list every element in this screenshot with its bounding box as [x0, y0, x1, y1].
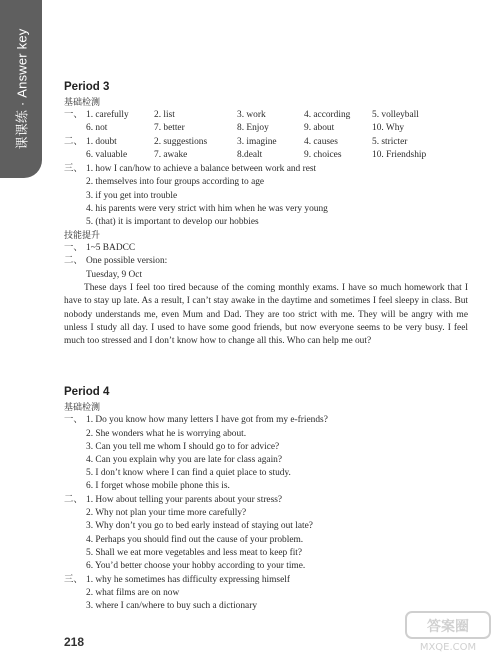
section-marker: 三、	[64, 575, 83, 585]
answer-line: 3. Why don’t you go to bed early instead of staying out late?	[86, 521, 313, 531]
answer-item: 2. suggestions	[154, 137, 208, 147]
answer-line: 5. (that) it is important to develop our hobbies	[86, 217, 259, 227]
section-marker: 二、	[64, 495, 83, 505]
period-4-title: Period 4	[64, 386, 110, 398]
answer-item: 7. better	[154, 123, 185, 133]
answer-line: 2. Why not plan your time more carefully?	[86, 508, 247, 518]
answer-line: 1. how I can/how to achieve a balance between work and rest	[86, 164, 317, 174]
answer-line: 3. Can you tell me whom I should go to for advice?	[86, 442, 280, 452]
answer-line: 4. Perhaps you should find out the cause of your problem.	[86, 535, 304, 545]
section-marker: 三、	[64, 164, 83, 174]
answer-item: 5. stricter	[372, 137, 408, 147]
watermark-text: MXQE.COM	[419, 642, 477, 653]
answer-line: 1. Do you know how many letters I have got from my e-friends?	[86, 415, 328, 425]
answer-line: 2. what films are on now	[86, 588, 180, 598]
section-marker: 一、	[64, 110, 83, 120]
answer-line: 3. where I can/where to buy such a dictionary	[86, 601, 258, 611]
answer-item: 7. awake	[154, 150, 188, 160]
period-3-basic-heading: 基础检测	[64, 97, 101, 107]
answer-item: 3. work	[237, 110, 266, 120]
answer-line: 2. themselves into four groups according to age	[86, 177, 265, 187]
answer-line: 2. She wonders what he is worrying about.	[86, 429, 247, 439]
period-3-skills-heading: 技能提升	[64, 230, 101, 240]
section-marker: 二、	[64, 256, 83, 266]
answer-item: 9. choices	[304, 150, 342, 160]
answer-line: 3. if you get into trouble	[86, 191, 178, 201]
svg-text:答案圈: 答案圈	[427, 619, 469, 635]
answer-line: One possible version:	[86, 256, 168, 266]
answer-line: 6. I forget whose mobile phone this is.	[86, 481, 230, 491]
page-number: 218	[64, 635, 85, 649]
answer-item: 8.dealt	[237, 150, 263, 160]
answer-item: 1. carefully	[86, 110, 129, 120]
answer-line: 5. I don’t know where I can find a quiet place to study.	[86, 468, 291, 478]
answer-item: 4. according	[304, 110, 351, 120]
answer-item: 6. valuable	[86, 150, 128, 160]
answer-item: 3. imagine	[237, 137, 277, 147]
diary-paragraph: These days I feel too tired because of the coming monthly exams. I have so much homework that I have to stay up late. As a result, I can’t stay awake in the daytime and sometimes I feel sleepy in class. But nobody understands me, even Mum and Dad. They are too strict with me. They will be angry with me unless I study all day. I used to have some good friends, but now everyone seems to be very busy. I feel much too stressed and I don’t know how to change all this. Who can help me out?	[64, 283, 468, 347]
answer-line: 6. You’d better choose your hobby according to your time.	[86, 561, 306, 571]
section-marker: 一、	[64, 415, 83, 425]
side-tab-label: 课课练 · Answer key	[14, 28, 30, 150]
answer-line: 4. Can you explain why you are late for class again?	[86, 455, 283, 465]
answer-item: 10. Friendship	[372, 150, 427, 160]
answer-item: 1. doubt	[86, 137, 117, 147]
answer-item: 4. causes	[304, 137, 338, 147]
answer-item: 6. not	[86, 123, 108, 133]
period-4-basic-heading: 基础检测	[64, 402, 101, 412]
watermark-logo	[404, 608, 492, 656]
answer-item: 2. list	[154, 110, 175, 120]
answer-item: 8. Enjoy	[237, 123, 269, 133]
answer-line: 1. why he sometimes has difficulty expressing himself	[86, 575, 290, 585]
diary-date: Tuesday, 9 Oct	[86, 270, 143, 280]
side-tab	[0, 0, 42, 178]
answer-item: 9. about	[304, 123, 335, 133]
answer-item: 5. volleyball	[372, 110, 419, 120]
answer-item: 10. Why	[372, 123, 405, 133]
answer-line: 4. his parents were very strict with him when he was very young	[86, 204, 328, 214]
section-marker: 二、	[64, 137, 83, 147]
answer-line: 5. Shall we eat more vegetables and less meat to keep fit?	[86, 548, 303, 558]
period-3-title: Period 3	[64, 81, 110, 93]
answer-line: 1~5 BADCC	[86, 243, 136, 253]
section-marker: 一、	[64, 243, 83, 253]
answer-line: 1. How about telling your parents about your stress?	[86, 495, 283, 505]
